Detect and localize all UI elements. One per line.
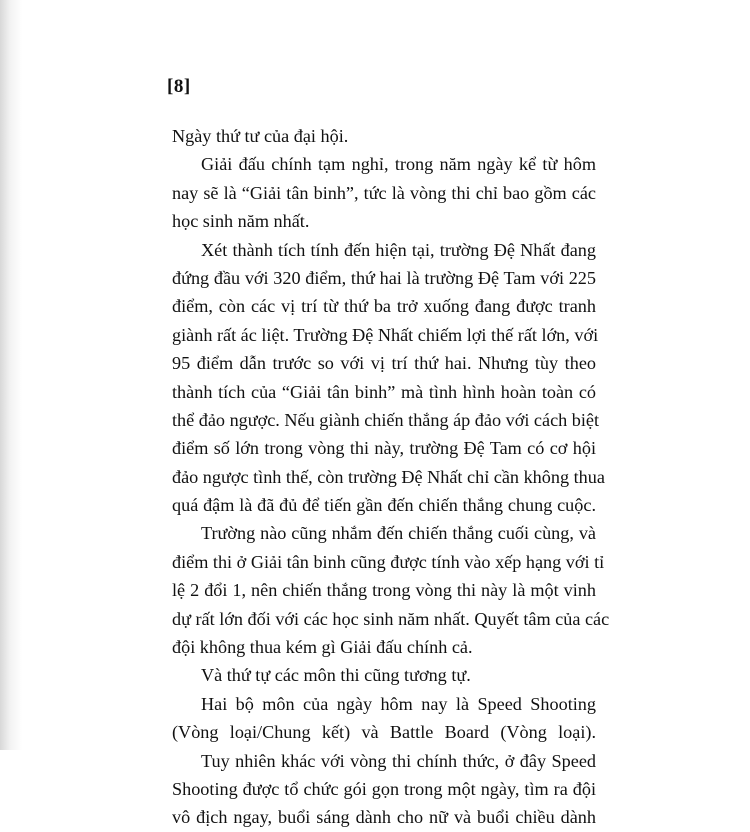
text-line: học sinh năm nhất. xyxy=(172,211,310,232)
text-line: vô địch ngay, buổi sáng dành cho nữ và buổi chiều dành xyxy=(172,807,596,828)
text-line: thể đảo ngược. Nếu giành chiến thắng áp đảo với cách biệt xyxy=(172,409,600,430)
text-line: nay sẽ là “Giải tân binh”, tức là vòng thi chỉ bao gồm các xyxy=(172,182,596,203)
text-line: lệ 2 đổi 1, nên chiến thắng trong vòng thi này là một vinh xyxy=(172,580,596,601)
text-line: Hai bộ môn của ngày hôm nay là Speed Shooting xyxy=(201,693,596,714)
text-line: quá đậm là đã đủ để tiến gần đến chiến thắng chung cuộc. xyxy=(172,495,596,516)
text-line: điểm thi ở Giải tân binh cũng được tính vào xếp hạng với tỉ xyxy=(172,551,605,572)
page-gutter-shadow xyxy=(0,0,22,750)
text-line: đứng đầu với 320 điểm, thứ hai là trường Đệ Tam với 225 xyxy=(172,267,596,288)
text-line: Và thứ tự các môn thi cũng tương tự. xyxy=(201,665,471,686)
text-line: Shooting được tổ chức gói gọn trong một ngày, tìm ra đội xyxy=(172,778,596,799)
text-line: dự rất lớn đối với các học sinh năm nhất. Quyết tâm của các xyxy=(172,608,610,629)
text-line: (Vòng loại/Chung kết) và Battle Board (Vòng loại). xyxy=(172,722,596,743)
text-line: Giải đấu chính tạm nghỉ, trong năm ngày kể từ hôm xyxy=(201,154,596,175)
text-line: 95 điểm dẫn trước so với vị trí thứ hai. Nhưng tùy theo xyxy=(172,353,596,374)
text-line: Tuy nhiên khác với vòng thi chính thức, ở đây Speed xyxy=(201,750,596,771)
text-line: đội không thua kém gì Giải đấu chính cả. xyxy=(172,637,473,658)
text-line: thành tích của “Giải tân binh” mà tình hình hoàn toàn có xyxy=(172,381,596,402)
text-line: Ngày thứ tư của đại hội. xyxy=(172,126,349,146)
text-line: đảo ngược tình thế, còn trường Đệ Nhất chỉ cần không thua xyxy=(172,466,605,487)
text-line: Xét thành tích tính đến hiện tại, trường Đệ Nhất đang xyxy=(201,239,596,260)
text-line: điểm, còn các vị trí từ thứ ba trở xuống đang được tranh xyxy=(172,296,596,317)
text-line: giành rất ác liệt. Trường Đệ Nhất chiếm lợi thế rất lớn, với xyxy=(172,324,599,345)
text-line: điểm số lớn trong vòng thi này, trường Đệ Tam có cơ hội xyxy=(172,438,596,459)
chapter-number: [8] xyxy=(167,76,191,97)
body-text xyxy=(172,122,610,832)
text-line: Trường nào cũng nhắm đến chiến thắng cuối cùng, và xyxy=(201,523,596,544)
